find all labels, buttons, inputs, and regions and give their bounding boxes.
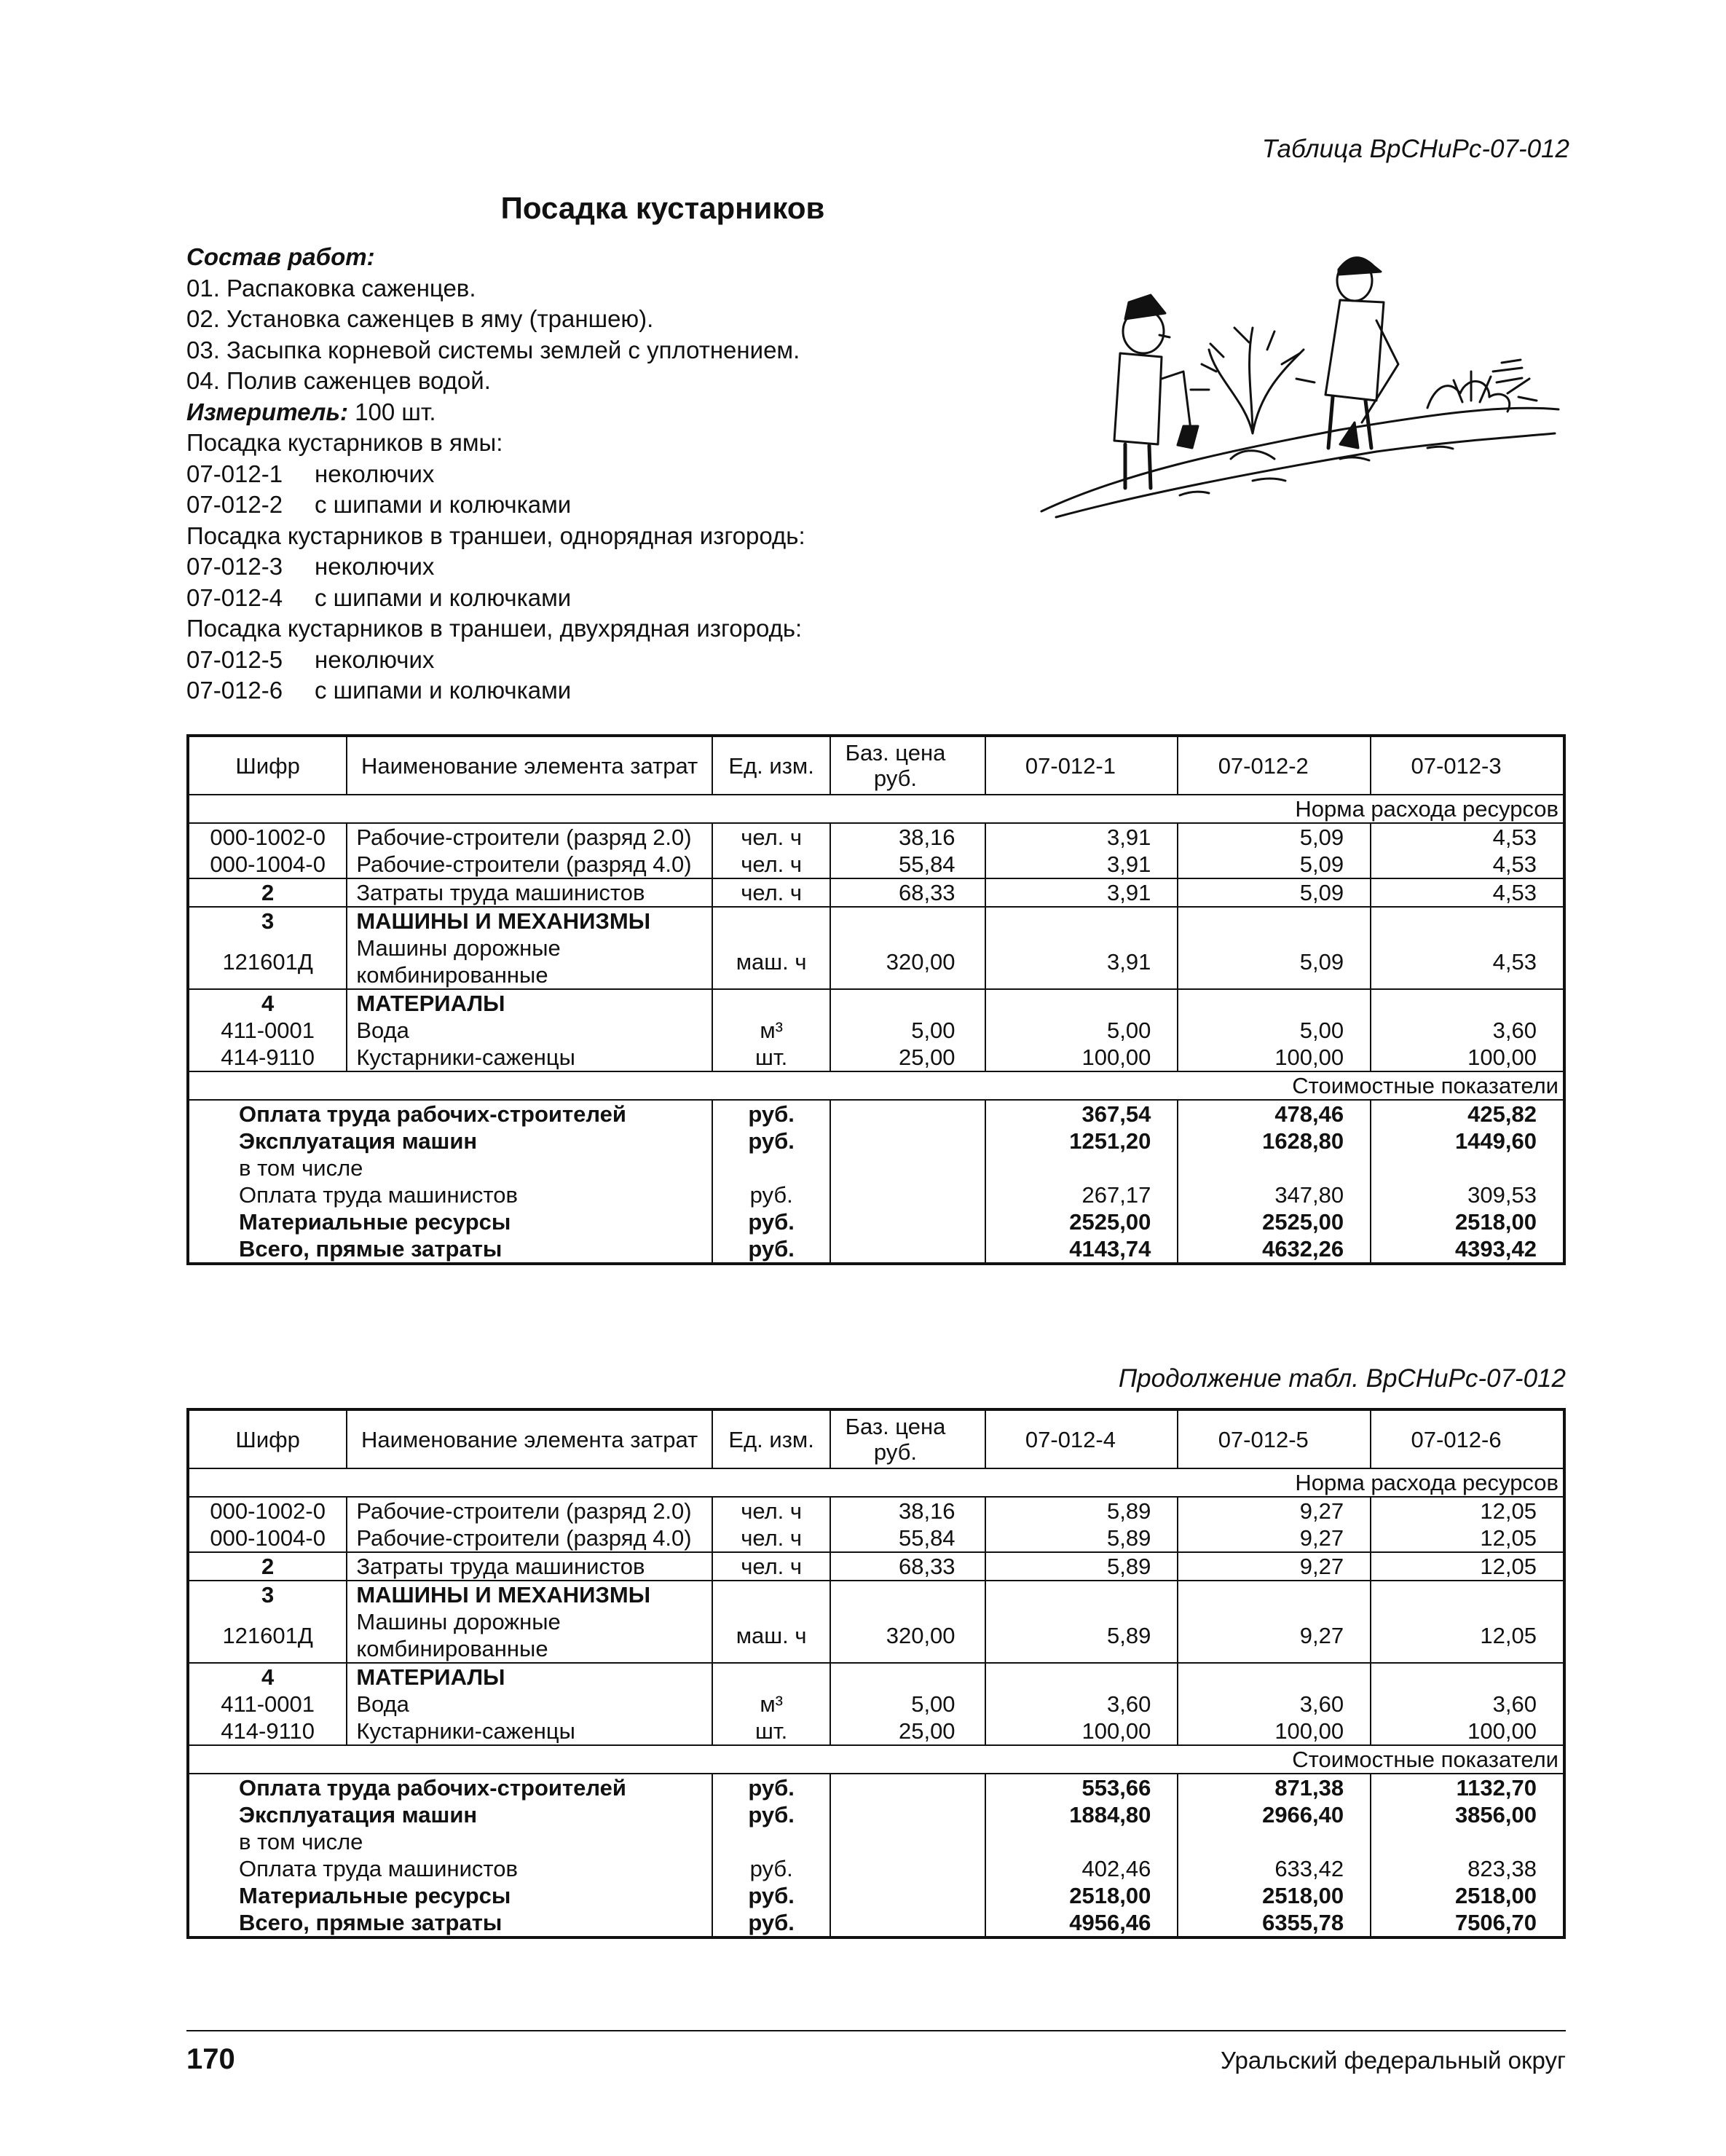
summary-value: 1884,80 <box>985 1801 1178 1828</box>
col-header-code: Шифр <box>188 736 347 795</box>
row-value: 12,05 <box>1371 1524 1564 1552</box>
work-step: 02. Установка саженцев в яму (траншею). <box>186 305 654 332</box>
item-code: 07-012-6 <box>186 677 283 704</box>
summary-value: 871,38 <box>1178 1774 1371 1801</box>
row-unit: м³ <box>712 1691 831 1718</box>
table-row <box>188 878 1564 907</box>
row-price: 320,00 <box>830 935 985 989</box>
table-row <box>188 1608 1564 1663</box>
row-value: 100,00 <box>1467 1044 1537 1070</box>
item-code: 07-012-5 <box>186 645 283 673</box>
summary-row <box>188 1909 1564 1937</box>
summary-unit: руб. <box>712 1801 831 1828</box>
row-value: 100,00 <box>1178 1044 1371 1071</box>
summary-name: Материальные ресурсы <box>188 1882 712 1909</box>
row-price: 320,00 <box>830 1608 985 1663</box>
summary-value: 2525,00 <box>985 1208 1178 1235</box>
summary-name: Оплата труда машинистов <box>188 1855 712 1882</box>
row-price: 25,00 <box>830 1044 985 1071</box>
summary-value: 2518,00 <box>1454 1883 1537 1908</box>
row-value: 5,89 <box>985 1608 1178 1663</box>
gardeners-illustration <box>1034 240 1566 532</box>
summary-row <box>188 1154 1564 1181</box>
item-text: неколючих <box>315 645 435 673</box>
row-value: 5,89 <box>985 1552 1178 1581</box>
summary-name: Оплата труда машинистов <box>188 1181 712 1208</box>
summary-name: Эксплуатация машин <box>188 1128 712 1154</box>
row-code: 121601Д <box>188 1608 347 1663</box>
summary-row <box>188 1801 1564 1828</box>
row-name: Затраты труда машинистов <box>347 878 712 907</box>
summary-unit: руб. <box>712 1774 831 1801</box>
summary-name: в том числе <box>188 1828 712 1855</box>
summary-row <box>188 1774 1564 1801</box>
norm-band: Норма расхода ресурсов <box>188 1468 1564 1497</box>
row-code: 121601Д <box>188 935 347 989</box>
summary-row <box>188 1100 1564 1128</box>
composition-heading: Состав работ: <box>186 243 375 270</box>
col-header-variant: 07-012-2 <box>1178 736 1371 795</box>
row-price: 5,00 <box>830 1691 985 1718</box>
item-text: с шипами и колючками <box>315 677 572 704</box>
row-name: Рабочие-строители (разряд 4.0) <box>347 851 712 878</box>
summary-value: 2966,40 <box>1178 1801 1371 1828</box>
row-code: 4 <box>188 989 347 1017</box>
summary-value: 3856,00 <box>1454 1802 1537 1828</box>
row-price: 68,33 <box>830 1552 985 1581</box>
summary-row <box>188 1235 1564 1264</box>
summary-unit: руб. <box>712 1882 831 1909</box>
row-name: Вода <box>347 1691 712 1718</box>
table-row <box>188 1552 1564 1581</box>
row-price: 68,33 <box>830 878 985 907</box>
table-row <box>188 1581 1564 1608</box>
row-value: 3,91 <box>985 823 1178 851</box>
row-unit: чел. ч <box>712 878 831 907</box>
row-name: Затраты труда машинистов <box>347 1552 712 1581</box>
summary-value: 2518,00 <box>1178 1882 1371 1909</box>
table-row <box>188 1044 1564 1071</box>
summary-name: Оплата труда рабочих-строителей <box>188 1774 712 1801</box>
summary-value: 1251,20 <box>985 1128 1178 1154</box>
item-code: 07-012-1 <box>186 460 283 487</box>
row-code: 411-0001 <box>188 1691 347 1718</box>
item-code: 07-012-2 <box>186 491 283 518</box>
col-header-variant: 07-012-6 <box>1371 1409 1564 1468</box>
row-value: 3,91 <box>985 878 1178 907</box>
summary-value: 6355,78 <box>1178 1909 1371 1937</box>
row-price: 25,00 <box>830 1718 985 1745</box>
table-row <box>188 1524 1564 1552</box>
work-step: 03. Засыпка корневой системы землей с уплотнением. <box>186 336 800 363</box>
summary-row <box>188 1181 1564 1208</box>
summary-unit: руб. <box>712 1235 831 1264</box>
item-text: неколючих <box>315 553 435 580</box>
table-row <box>188 989 1564 1017</box>
col-header-variant: 07-012-3 <box>1371 736 1564 795</box>
summary-value: 7506,70 <box>1454 1910 1537 1935</box>
summary-name: в том числе <box>188 1154 712 1181</box>
row-code: 000-1002-0 <box>188 1497 347 1524</box>
meter-label: Измеритель: <box>186 398 348 425</box>
row-value: 4,53 <box>1371 935 1564 989</box>
meter-value: 100 шт. <box>348 398 436 425</box>
row-value: 9,27 <box>1178 1524 1371 1552</box>
summary-value: 1628,80 <box>1178 1128 1371 1154</box>
row-value: 5,00 <box>1178 1017 1371 1044</box>
summary-value: 4393,42 <box>1454 1236 1537 1262</box>
summary-unit: руб. <box>712 1181 831 1208</box>
work-composition <box>186 242 805 707</box>
row-unit: шт. <box>712 1718 831 1745</box>
summary-row <box>188 1128 1564 1154</box>
group-heading: Посадка кустарников в траншеи, двухрядная изгородь: <box>186 615 803 642</box>
row-unit: чел. ч <box>712 1497 831 1524</box>
table-row <box>188 1017 1564 1044</box>
row-name: Рабочие-строители (разряд 2.0) <box>347 1497 712 1524</box>
row-value: 9,27 <box>1178 1497 1371 1524</box>
row-code: 414-9110 <box>188 1044 347 1071</box>
summary-row <box>188 1208 1564 1235</box>
row-unit: чел. ч <box>712 1552 831 1581</box>
summary-value: 553,66 <box>985 1774 1178 1801</box>
summary-value: 1132,70 <box>1456 1775 1537 1801</box>
row-code: 000-1004-0 <box>188 1524 347 1552</box>
row-value: 5,00 <box>985 1017 1178 1044</box>
group-item <box>186 645 805 676</box>
cost-band: Стоимостные показатели <box>188 1071 1564 1100</box>
row-code: 411-0001 <box>188 1017 347 1044</box>
summary-value: 267,17 <box>985 1181 1178 1208</box>
row-code: 3 <box>188 1581 347 1608</box>
row-price: 38,16 <box>830 1497 985 1524</box>
group-heading: Посадка кустарников в траншеи, однорядная изгородь: <box>186 522 805 549</box>
row-name: Рабочие-строители (разряд 4.0) <box>347 1524 712 1552</box>
item-code: 07-012-4 <box>186 583 283 611</box>
page-number: 170 <box>186 2043 235 2075</box>
table-row <box>188 1663 1564 1691</box>
row-code: 3 <box>188 907 347 935</box>
row-code: 4 <box>188 1663 347 1691</box>
row-name: Кустарники-саженцы <box>347 1044 712 1071</box>
table-row <box>188 907 1564 935</box>
row-value: 5,09 <box>1178 823 1371 851</box>
group-item <box>186 459 805 490</box>
group-item <box>186 583 805 614</box>
row-value: 5,09 <box>1178 935 1371 989</box>
summary-unit: руб. <box>712 1100 831 1128</box>
row-name: Машины дорожные комбинированные <box>347 1608 712 1663</box>
summary-row <box>188 1828 1564 1855</box>
summary-value: 4143,74 <box>985 1235 1178 1264</box>
work-step: 04. Полив саженцев водой. <box>186 367 491 394</box>
meter-line <box>186 397 805 428</box>
summary-unit: руб. <box>712 1208 831 1235</box>
row-value: 5,89 <box>985 1524 1178 1552</box>
row-value: 100,00 <box>1178 1718 1371 1745</box>
footer-rule <box>186 2030 1566 2031</box>
row-value: 9,27 <box>1178 1552 1371 1581</box>
row-price: 55,84 <box>830 851 985 878</box>
item-text: с шипами и колючками <box>315 583 572 611</box>
summary-value: 1449,60 <box>1454 1128 1537 1154</box>
summary-unit: руб. <box>712 1909 831 1937</box>
resource-table-1 <box>186 734 1566 1265</box>
work-step: 01. Распаковка саженцев. <box>186 274 476 302</box>
row-code: 2 <box>188 1552 347 1581</box>
row-name: МАШИНЫ И МЕХАНИЗМЫ <box>347 907 712 935</box>
row-value: 12,05 <box>1480 1498 1537 1524</box>
norm-band: Норма расхода ресурсов <box>188 795 1564 823</box>
row-unit: м³ <box>712 1017 831 1044</box>
row-value: 3,60 <box>1492 1691 1537 1717</box>
summary-value: 367,54 <box>985 1100 1178 1128</box>
table-row <box>188 851 1564 878</box>
table-row <box>188 935 1564 989</box>
row-name: МАТЕРИАЛЫ <box>347 989 712 1017</box>
cost-band: Стоимостные показатели <box>188 1745 1564 1774</box>
group-item <box>186 489 805 521</box>
col-header-variant: 07-012-1 <box>985 736 1178 795</box>
row-value: 3,60 <box>985 1691 1178 1718</box>
row-unit: чел. ч <box>712 823 831 851</box>
row-value: 5,09 <box>1178 851 1371 878</box>
summary-unit: руб. <box>712 1855 831 1882</box>
summary-value: 478,46 <box>1178 1100 1371 1128</box>
row-unit: чел. ч <box>712 1524 831 1552</box>
row-unit: шт. <box>712 1044 831 1071</box>
table-row <box>188 1497 1564 1524</box>
footer-region: Уральский федеральный округ <box>1220 2047 1566 2074</box>
row-value: 4,53 <box>1371 851 1564 878</box>
col-header-code: Шифр <box>188 1409 347 1468</box>
row-value: 4,53 <box>1492 825 1537 850</box>
summary-value: 4632,26 <box>1178 1235 1371 1264</box>
row-unit: маш. ч <box>712 1608 831 1663</box>
row-name: МАШИНЫ И МЕХАНИЗМЫ <box>347 1581 712 1608</box>
row-name: Машины дорожные комбинированные <box>347 935 712 989</box>
table-row <box>188 823 1564 851</box>
summary-value: 2518,00 <box>1454 1209 1537 1235</box>
row-name: МАТЕРИАЛЫ <box>347 1663 712 1691</box>
row-price: 5,00 <box>830 1017 985 1044</box>
row-price: 55,84 <box>830 1524 985 1552</box>
row-code: 000-1002-0 <box>188 823 347 851</box>
col-header-variant: 07-012-4 <box>985 1409 1178 1468</box>
summary-value: 823,38 <box>1467 1856 1537 1881</box>
row-unit: маш. ч <box>712 935 831 989</box>
item-code: 07-012-3 <box>186 553 283 580</box>
row-value: 9,27 <box>1178 1608 1371 1663</box>
row-name: Вода <box>347 1017 712 1044</box>
col-header-unit: Ед. изм. <box>712 1409 831 1468</box>
table-row <box>188 1718 1564 1745</box>
row-code: 2 <box>188 878 347 907</box>
row-value: 3,91 <box>985 851 1178 878</box>
table-row <box>188 1691 1564 1718</box>
row-value: 100,00 <box>1467 1718 1537 1744</box>
summary-value: 425,82 <box>1467 1101 1537 1127</box>
continued-caption: Продолжение табл. ВрСНиРс-07-012 <box>1118 1364 1566 1393</box>
col-header-variant: 07-012-5 <box>1178 1409 1371 1468</box>
summary-name: Всего, прямые затраты <box>188 1909 712 1937</box>
summary-value: 4956,46 <box>985 1909 1178 1937</box>
group-item <box>186 675 805 707</box>
summary-name: Эксплуатация машин <box>188 1801 712 1828</box>
summary-value: 2525,00 <box>1178 1208 1371 1235</box>
row-value: 12,05 <box>1371 1552 1564 1581</box>
row-price: 38,16 <box>830 823 985 851</box>
col-header-name: Наименование элемента затрат <box>347 736 712 795</box>
row-code: 000-1004-0 <box>188 851 347 878</box>
summary-row <box>188 1882 1564 1909</box>
group-heading: Посадка кустарников в ямы: <box>186 429 503 456</box>
summary-value: 347,80 <box>1178 1181 1371 1208</box>
row-value: 3,60 <box>1178 1691 1371 1718</box>
summary-name: Всего, прямые затраты <box>188 1235 712 1264</box>
resource-table-2 <box>186 1408 1566 1939</box>
summary-name: Оплата труда рабочих-строителей <box>188 1100 712 1128</box>
page-title: Посадка кустарников <box>500 191 825 225</box>
row-value: 100,00 <box>985 1044 1178 1071</box>
row-value: 5,89 <box>985 1497 1178 1524</box>
summary-value: 633,42 <box>1178 1855 1371 1882</box>
row-unit: чел. ч <box>712 851 831 878</box>
row-value: 12,05 <box>1371 1608 1564 1663</box>
row-code: 414-9110 <box>188 1718 347 1745</box>
col-header-price: Баз. цена руб. <box>830 1409 985 1468</box>
item-text: с шипами и колючками <box>315 491 572 518</box>
summary-name: Материальные ресурсы <box>188 1208 712 1235</box>
row-name: Рабочие-строители (разряд 2.0) <box>347 823 712 851</box>
row-value: 3,91 <box>985 935 1178 989</box>
col-header-price: Баз. цена руб. <box>830 736 985 795</box>
item-text: неколючих <box>315 460 435 487</box>
row-value: 3,60 <box>1492 1018 1537 1043</box>
row-value: 100,00 <box>985 1718 1178 1745</box>
summary-value: 402,46 <box>985 1855 1178 1882</box>
table-caption: Таблица ВрСНиРс-07-012 <box>1261 135 1569 163</box>
group-item <box>186 551 805 583</box>
col-header-name: Наименование элемента затрат <box>347 1409 712 1468</box>
summary-value: 2518,00 <box>985 1882 1178 1909</box>
summary-value: 309,53 <box>1467 1182 1537 1208</box>
summary-unit: руб. <box>712 1128 831 1154</box>
row-value: 5,09 <box>1178 878 1371 907</box>
summary-row <box>188 1855 1564 1882</box>
row-name: Кустарники-саженцы <box>347 1718 712 1745</box>
col-header-unit: Ед. изм. <box>712 736 831 795</box>
row-value: 4,53 <box>1371 878 1564 907</box>
